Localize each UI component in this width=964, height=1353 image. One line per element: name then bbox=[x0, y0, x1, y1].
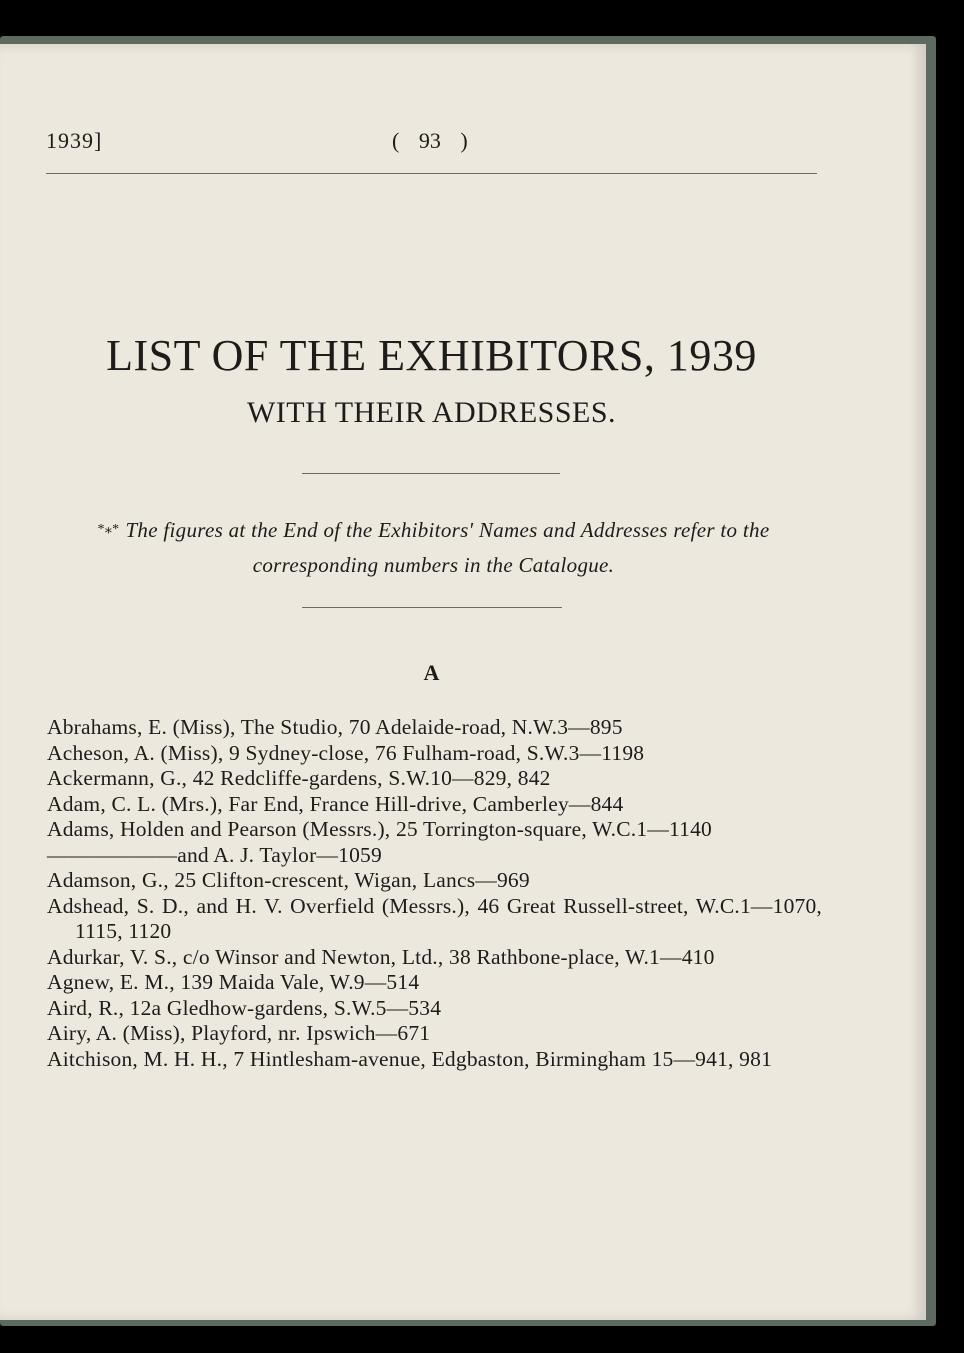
catalogue-note bbox=[46, 512, 821, 583]
exhibitor-entry: Adamson, G., 25 Clifton-crescent, Wigan, Lancs—969 bbox=[47, 868, 530, 892]
page-subtitle: WITH THEIR ADDRESSES. bbox=[246, 396, 617, 429]
exhibitor-list bbox=[47, 715, 822, 1072]
asterism-icon: *⁎* bbox=[97, 522, 120, 537]
section-letter: A bbox=[423, 660, 440, 685]
exhibitor-entry: Abrahams, E. (Miss), The Studio, 70 Adelaide-road, N.W.3—895 bbox=[47, 715, 623, 739]
divider-rule bbox=[302, 607, 562, 608]
exhibitor-entry: ——————and A. J. Taylor—1059 bbox=[47, 842, 382, 867]
exhibitor-entry: Adurkar, V. S., c/o Winsor and Newton, Ltd., 38 Rathbone-place, W.1—410 bbox=[47, 944, 715, 969]
exhibitor-entry: Agnew, E. M., 139 Maida Vale, W.9—514 bbox=[47, 970, 420, 994]
running-head-year: 1939] bbox=[46, 128, 103, 153]
exhibitor-entry: Adam, C. L. (Mrs.), Far End, France Hill-drive, Camberley—844 bbox=[47, 791, 624, 816]
exhibitor-entry: Ackermann, G., 42 Redcliffe-gardens, S.W.10—829, 842 bbox=[47, 766, 551, 790]
page-title: LIST OF THE EXHIBITORS, 1939 bbox=[106, 331, 757, 380]
exhibitor-entry: Airy, A. (Miss), Playford, nr. Ipswich—671 bbox=[47, 1021, 431, 1045]
exhibitor-entry: Adshead, S. D., and H. V. Overfield (Messrs.), 46 Great Russell-street, W.C.1—1070, 1115, 1120 bbox=[47, 893, 822, 943]
page-number: ( 93 ) bbox=[392, 128, 468, 153]
exhibitor-entry: Aitchison, M. H. H., 7 Hintlesham-avenue, Edgbaston, Birmingham 15—941, 981 bbox=[47, 1046, 773, 1071]
divider-rule bbox=[302, 473, 560, 474]
note-text: The figures at the End of the Exhibitors' Names and Addresses refer to the corresponding numbers in the Catalogue. bbox=[125, 518, 770, 577]
header-rule bbox=[46, 173, 817, 174]
exhibitor-entry: Acheson, A. (Miss), 9 Sydney-close, 76 Fulham-road, S.W.3—1198 bbox=[47, 740, 645, 765]
exhibitor-entry: Adams, Holden and Pearson (Messrs.), 25 Torrington-square, W.C.1—1140 bbox=[47, 817, 712, 841]
running-head bbox=[0, 128, 926, 160]
exhibitor-entry: Aird, R., 12a Gledhow-gardens, S.W.5—534 bbox=[47, 995, 442, 1020]
